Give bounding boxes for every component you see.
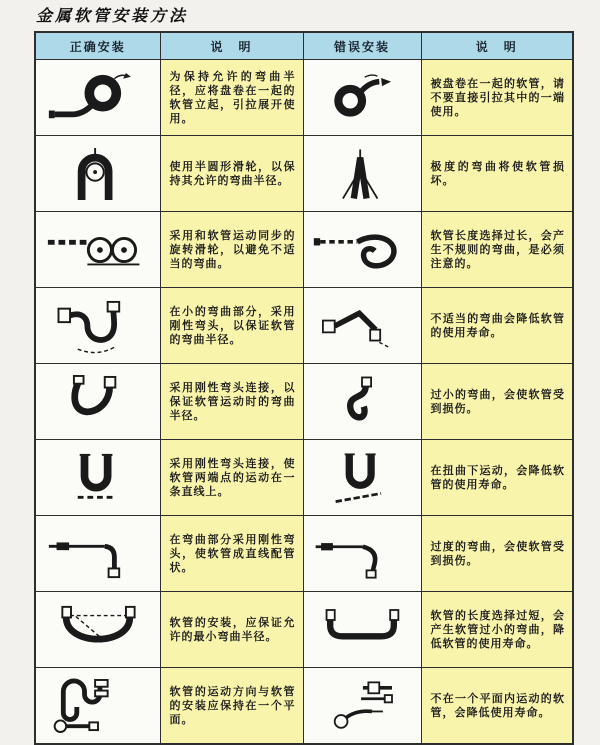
header-description-correct: 说 明 [160, 32, 303, 60]
correct-image-cell [35, 668, 160, 745]
coiled-hose-pulled-end-icon [312, 69, 412, 127]
excessive-bend-icon [312, 525, 412, 583]
correct-description: 采用和软管运动同步的旋转滑轮，以避免不适当的弯曲。 [160, 212, 303, 288]
wrong-description: 在扭曲下运动，会降低软管的使用寿命。 [421, 440, 573, 516]
correct-description: 使用半圆形滑轮，以保持其允许的弯曲半径。 [160, 136, 303, 212]
header-wrong-install: 错误安装 [303, 32, 421, 60]
wrong-image-cell [303, 364, 421, 440]
wrong-description: 不适当的弯曲会降低软管的使用寿命。 [421, 288, 573, 364]
correct-image-cell [35, 592, 160, 668]
coiled-hose-standing-icon [45, 69, 151, 127]
table-row [35, 364, 573, 440]
wrong-description: 软管的长度选择过短，会产生软管过小的弯曲，降低软管的使用寿命。 [421, 592, 573, 668]
wrong-description: 极度的弯曲将使软管损坏。 [421, 136, 573, 212]
wrong-description: 不在一个平面内运动的软管，会降低使用寿命。 [421, 668, 573, 745]
header-row [35, 32, 573, 60]
single-plane-motion-icon [45, 677, 151, 735]
correct-image-cell [35, 212, 160, 288]
table-row [35, 668, 573, 745]
table-row [35, 288, 573, 364]
correct-description: 采用刚性弯头连接，使软管两端点的运动在一条直线上。 [160, 440, 303, 516]
table-row [35, 516, 573, 592]
table-row [35, 212, 573, 288]
correct-description: 采用刚性弯头连接，以保证软管运动时的弯曲半径。 [160, 364, 303, 440]
twisted-motion-icon [312, 449, 412, 507]
page-title: 金属软管安装方法 [36, 6, 189, 25]
over-long-hose-loop-icon [312, 221, 412, 279]
too-small-bend-icon [312, 373, 412, 431]
correct-image-cell [35, 60, 160, 136]
header-correct-install: 正确安装 [35, 32, 160, 60]
correct-image-cell [35, 516, 160, 592]
table-row [35, 136, 573, 212]
wrong-description: 软管长度选择过长，会产生不规则的弯曲，是必须注意的。 [421, 212, 573, 288]
header-description-wrong: 说 明 [421, 32, 573, 60]
correct-description: 在小的弯曲部分，采用刚性弯头，以保证软管的弯曲半径。 [160, 288, 303, 364]
correct-image-cell [35, 288, 160, 364]
wrong-image-cell [303, 440, 421, 516]
u-shape-ends-inline-icon [45, 449, 151, 507]
correct-description: 软管的运动方向与软管的安装应保持在一个平面。 [160, 668, 303, 745]
wrong-image-cell [303, 60, 421, 136]
correct-image-cell [35, 136, 160, 212]
rigid-elbow-small-bend-icon [45, 297, 151, 355]
wrong-image-cell [303, 288, 421, 364]
minimum-bend-radius-u-icon [45, 601, 151, 659]
out-of-plane-motion-icon [312, 677, 412, 735]
extreme-sharp-bend-icon [312, 145, 412, 203]
wrong-description: 过度的弯曲，会使软管受到损伤。 [421, 516, 573, 592]
improper-bend-icon [312, 297, 412, 355]
semicircular-pulley-icon [45, 145, 151, 203]
table-row [35, 60, 573, 136]
rigid-elbow-connection-icon [45, 373, 151, 431]
correct-description: 为保持允许的弯曲半径，应将盘卷在一起的软管立起，引拉展开使用。 [160, 60, 303, 136]
table-row [35, 440, 573, 516]
wrong-image-cell [303, 592, 421, 668]
correct-description: 软管的安装，应保证允许的最小弯曲半径。 [160, 592, 303, 668]
synchronized-rotating-pulleys-icon [45, 221, 151, 279]
wrong-image-cell [303, 212, 421, 288]
wrong-image-cell [303, 136, 421, 212]
correct-description: 在弯曲部分采用刚性弯头，使软管成直线配管状。 [160, 516, 303, 592]
correct-image-cell [35, 440, 160, 516]
wrong-description: 被盘卷在一起的软管，请不要直接引拉其中的一端使用。 [421, 60, 573, 136]
correct-image-cell [35, 364, 160, 440]
straight-piping-rigid-elbow-icon [45, 525, 151, 583]
wrong-description: 过小的弯曲，会使软管受到损伤。 [421, 364, 573, 440]
wrong-image-cell [303, 668, 421, 745]
too-short-hose-icon [312, 601, 412, 659]
wrong-image-cell [303, 516, 421, 592]
table-row [35, 592, 573, 668]
installation-table [34, 31, 574, 745]
